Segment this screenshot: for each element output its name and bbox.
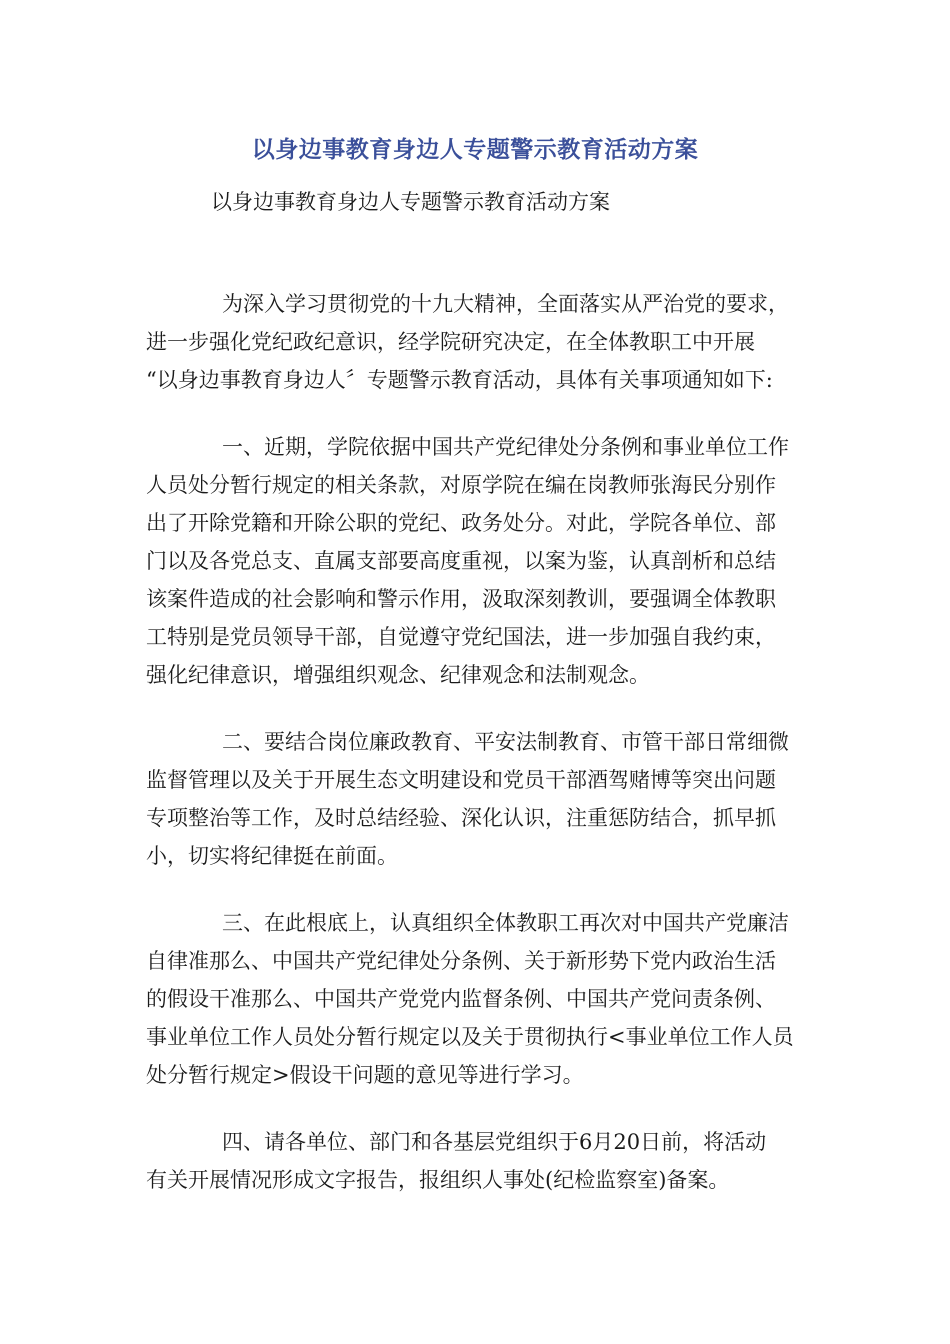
document-title: 以身边事教育身边人专题警示教育活动方案: [251, 137, 699, 163]
paragraph-item-3: 三、在此根底上，认真组织全体教职工再次对中国共产党廉洁 自律准那么、中国共产党纪律处分条例、关于新形势下党内政治生活 的假设干准那么、中国共产党党内监督条例、中国共产党问责条例、 事业单位工作人员处分暂行规定以及关于贯彻执行<事业单位工作人员 处分暂行规定>假设干问题的意见等进行学习。: [146, 911, 794, 1087]
paragraph-intro: 为深入学习贯彻党的十九大精神，全面落实从严治党的要求， 进一步强化党纪政纪意识，经学院研究决定，在全体教职工中开展 “以身边事教育身边人〞专题警示教育活动，具体有关事项通知如下:: [146, 292, 789, 392]
paragraph-item-2: 二、要结合岗位廉政教育、平安法制教育、市管干部日常细微 监督管理以及关于开展生态文明建设和党员干部酒驾赌博等突出问题 专项整治等工作，及时总结经验、深化认识，注重惩防结合，抓早抓 小，切实将纪律挺在前面。: [146, 730, 789, 868]
paragraph-item-4: 四、请各单位、部门和各基层党组织于6月20日前，将活动 有关开展情况形成文字报告，报组织人事处(纪检监察室)备案。: [146, 1130, 767, 1192]
document-subtitle: 以身边事教育身边人专题警示教育活动方案: [211, 190, 610, 214]
document-body: [146, 285, 806, 1228]
paragraph-item-1: 一、近期，学院依据中国共产党纪律处分条例和事业单位工作 人员处分暂行规定的相关条款，对原学院在编在岗教师张海民分别作 出了开除党籍和开除公职的党纪、政务处分。对此，学院各单位、部 门以及各党总支、直属支部要高度重视，以案为鉴，认真剖析和总结 该案件造成的社会影响和警示作用，汲取深刻教训，要强调全体教职 工特别是党员领导干部，自觉遵守党纪国法，进一步加强自我约束， 强化纪律意识，增强组织观念、纪律观念和法制观念。: [146, 435, 789, 687]
